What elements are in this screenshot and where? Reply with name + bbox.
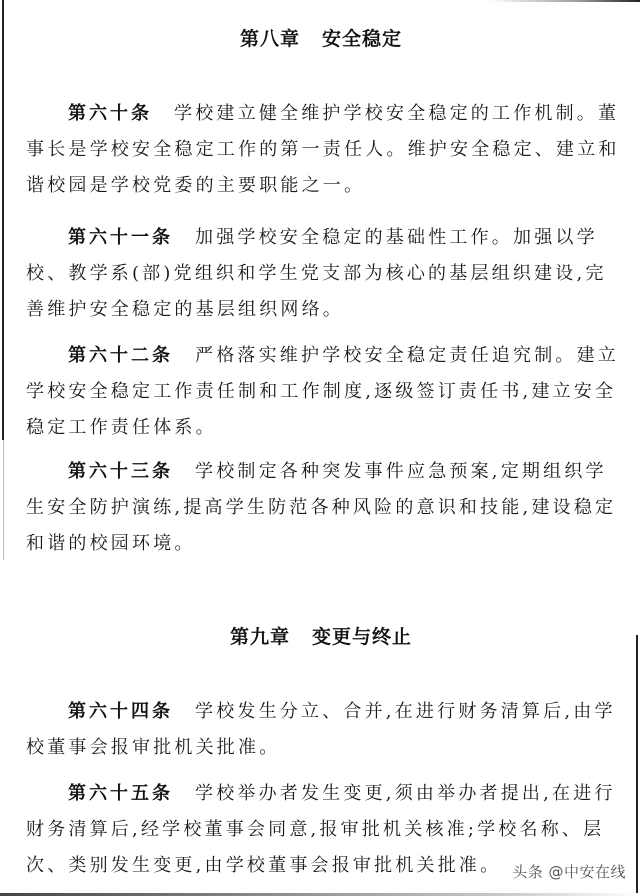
scan-edge-left-faint (3, 440, 4, 560)
article-60 (26, 96, 620, 204)
article-61 (26, 220, 616, 328)
toutiao-watermark: 头条 @中安在线 (512, 863, 626, 881)
article-62-line-2: 学校安全稳定工作责任制和工作制度,逐级签订责任书,建立安全 (26, 381, 617, 402)
article-60-number: 第六十条 (68, 103, 152, 124)
article-64-line-2: 校董事会报审批机关批准。 (26, 737, 281, 758)
article-64-line-1: 学校发生分立、合并,在进行财务清算后,由学 (195, 701, 616, 722)
article-62-line-1: 严格落实维护学校安全稳定责任追究制。建立 (195, 345, 619, 366)
article-63-line-1: 学校制定各种突发事件应急预案,定期组织学 (195, 461, 607, 482)
scan-edge-right (636, 635, 638, 896)
article-61-line-3: 善维护安全稳定的基层组织网络。 (26, 299, 344, 320)
article-63-line-3: 和谐的校园环境。 (26, 533, 196, 554)
article-65-line-2: 财务清算后,经学校董事会同意,报审批机关核准;学校名称、层 (26, 819, 605, 840)
article-61-number: 第六十一条 (68, 227, 173, 248)
chapter-9-number: 第九章 (229, 626, 290, 648)
article-65-line-1: 学校举办者发生变更,须由举办者提出,在进行 (195, 783, 616, 804)
article-64 (26, 694, 616, 766)
article-62-line-3: 稳定工作责任体系。 (26, 417, 217, 438)
chapter-9-name: 变更与终止 (312, 626, 413, 648)
article-61-line-2: 校、教学系(部)党组织和学生党支部为核心的基层组织建设,完 (26, 263, 607, 284)
chapter-8-title (26, 24, 616, 51)
article-60-line-1: 学校建立健全维护学校安全稳定的工作机制。董 (174, 103, 620, 124)
article-62-number: 第六十二条 (68, 345, 173, 366)
article-63-number: 第六十三条 (68, 461, 173, 482)
chapter-8-number: 第八章 (239, 28, 300, 50)
article-62 (26, 338, 619, 446)
article-63 (26, 454, 616, 562)
article-63-line-2: 生安全防护演练,提高学生防范各种风险的意识和技能,建设稳定 (26, 497, 617, 518)
scan-edge-top (490, 0, 640, 2)
chapter-9-title (26, 622, 616, 649)
article-61-line-1: 加强学校安全稳定的基础性工作。加强以学 (195, 227, 598, 248)
scan-edge-left (2, 0, 4, 440)
article-65-number: 第六十五条 (68, 783, 173, 804)
chapter-8-name: 安全稳定 (322, 28, 403, 50)
article-60-line-2: 事长是学校安全稳定工作的第一责任人。维护安全稳定、建立和 (26, 139, 620, 160)
article-64-number: 第六十四条 (68, 701, 173, 722)
article-60-line-3: 谐校园是学校党委的主要职能之一。 (26, 175, 366, 196)
article-65-line-3: 次、类别发生变更,由学校董事会报审批机关批准。 (26, 855, 502, 876)
